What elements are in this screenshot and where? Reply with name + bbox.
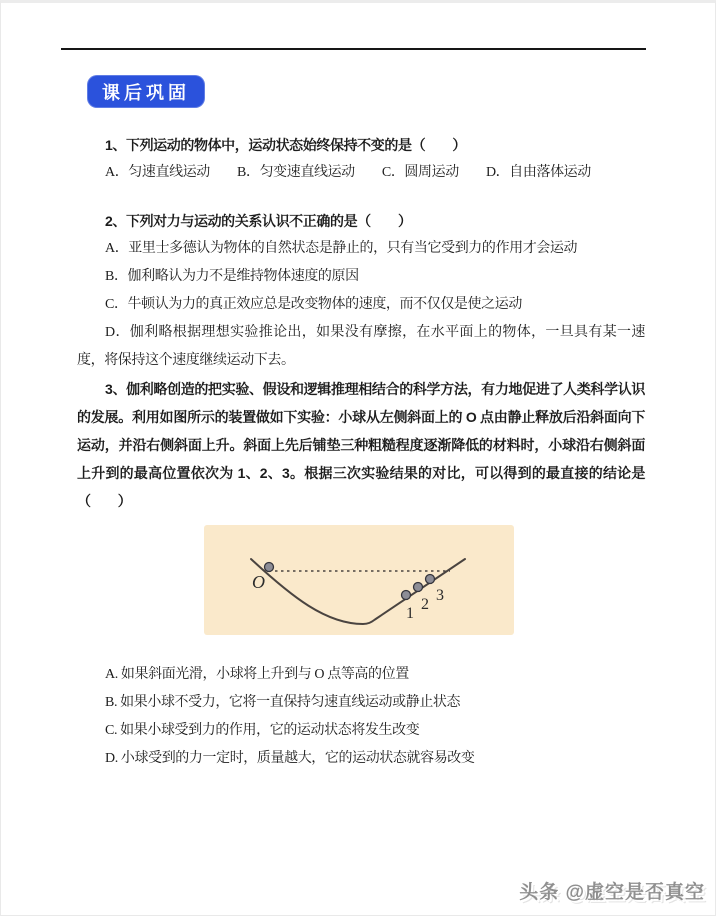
label-1: 1 — [406, 605, 414, 622]
label-O: O — [252, 572, 265, 592]
q3-option-a: A. 如果斜面光滑，小球将上升到与 O 点等高的位置 — [105, 667, 409, 682]
q1-option-c: C．圆周运动 — [381, 165, 459, 180]
question-3-stem: 3、伽利略创造的把实验、假设和逻辑推理相结合的科学方法，有力地促进了人类科学认识的发展。利用如图所示的装置做如下实验：小球从左侧斜面上的 O 点由静止释放后沿斜面向下运动，并沿右侧斜面上升。斜面上先后铺垫三种粗糙程度逐渐降低的材料时，小球沿右侧斜面上升到的最高位置依次为 1、2、3。根据三次实验结果的对比，可以得到的最直接的结论是（ ） — [77, 381, 645, 509]
q2-option-d: D．伽利略根据理想实验推论出，如果没有摩擦，在水平面上的物体，一旦具有某一速度，将保持这个速度继续运动下去。 — [77, 325, 645, 368]
double-incline-figure — [204, 525, 514, 635]
q1-option-a: A．匀速直线运动 — [105, 165, 210, 180]
question-2-stem: 2、下列对力与运动的关系认识不正确的是（ ） — [105, 213, 412, 229]
q2-option-c: C．牛顿认为力的真正效应总是改变物体的速度，而不仅仅是使之运动 — [105, 297, 522, 312]
track-curve — [251, 559, 465, 624]
ball-position-3 — [426, 575, 435, 584]
q1-option-d: D．自由落体运动 — [485, 165, 591, 180]
experiment-diagram — [204, 525, 514, 635]
section-badge-label: 课后巩固 — [102, 82, 190, 103]
watermark: 头条 @虚空是否真空 — [519, 882, 705, 903]
q3-option-b: B. 如果小球不受力，它将一直保持匀速直线运动或静止状态 — [105, 695, 461, 710]
ball-at-O — [265, 563, 274, 572]
label-3: 3 — [436, 587, 444, 604]
question-3-options — [77, 661, 645, 773]
ball-position-1 — [402, 591, 411, 600]
question-1-stem: 1、下列运动的物体中，运动状态始终保持不变的是（ ） — [105, 137, 466, 153]
top-rule-divider — [61, 48, 646, 50]
q2-option-a: A．亚里士多德认为物体的自然状态是静止的，只有当它受到力的作用才会运动 — [105, 241, 578, 256]
q1-option-b: B．匀变速直线运动 — [237, 165, 355, 180]
section-badge — [87, 75, 205, 108]
worksheet-content — [77, 131, 645, 773]
q3-option-d: D. 小球受到的力一定时，质量越大，它的运动状态就容易改变 — [105, 751, 475, 766]
label-2: 2 — [421, 596, 429, 613]
q3-option-c: C. 如果小球受到力的作用，它的运动状态将发生改变 — [105, 723, 420, 738]
q2-option-b: B．伽利略认为力不是维持物体速度的原因 — [105, 269, 359, 284]
question-1-options — [77, 159, 645, 187]
ball-position-2 — [414, 583, 423, 592]
